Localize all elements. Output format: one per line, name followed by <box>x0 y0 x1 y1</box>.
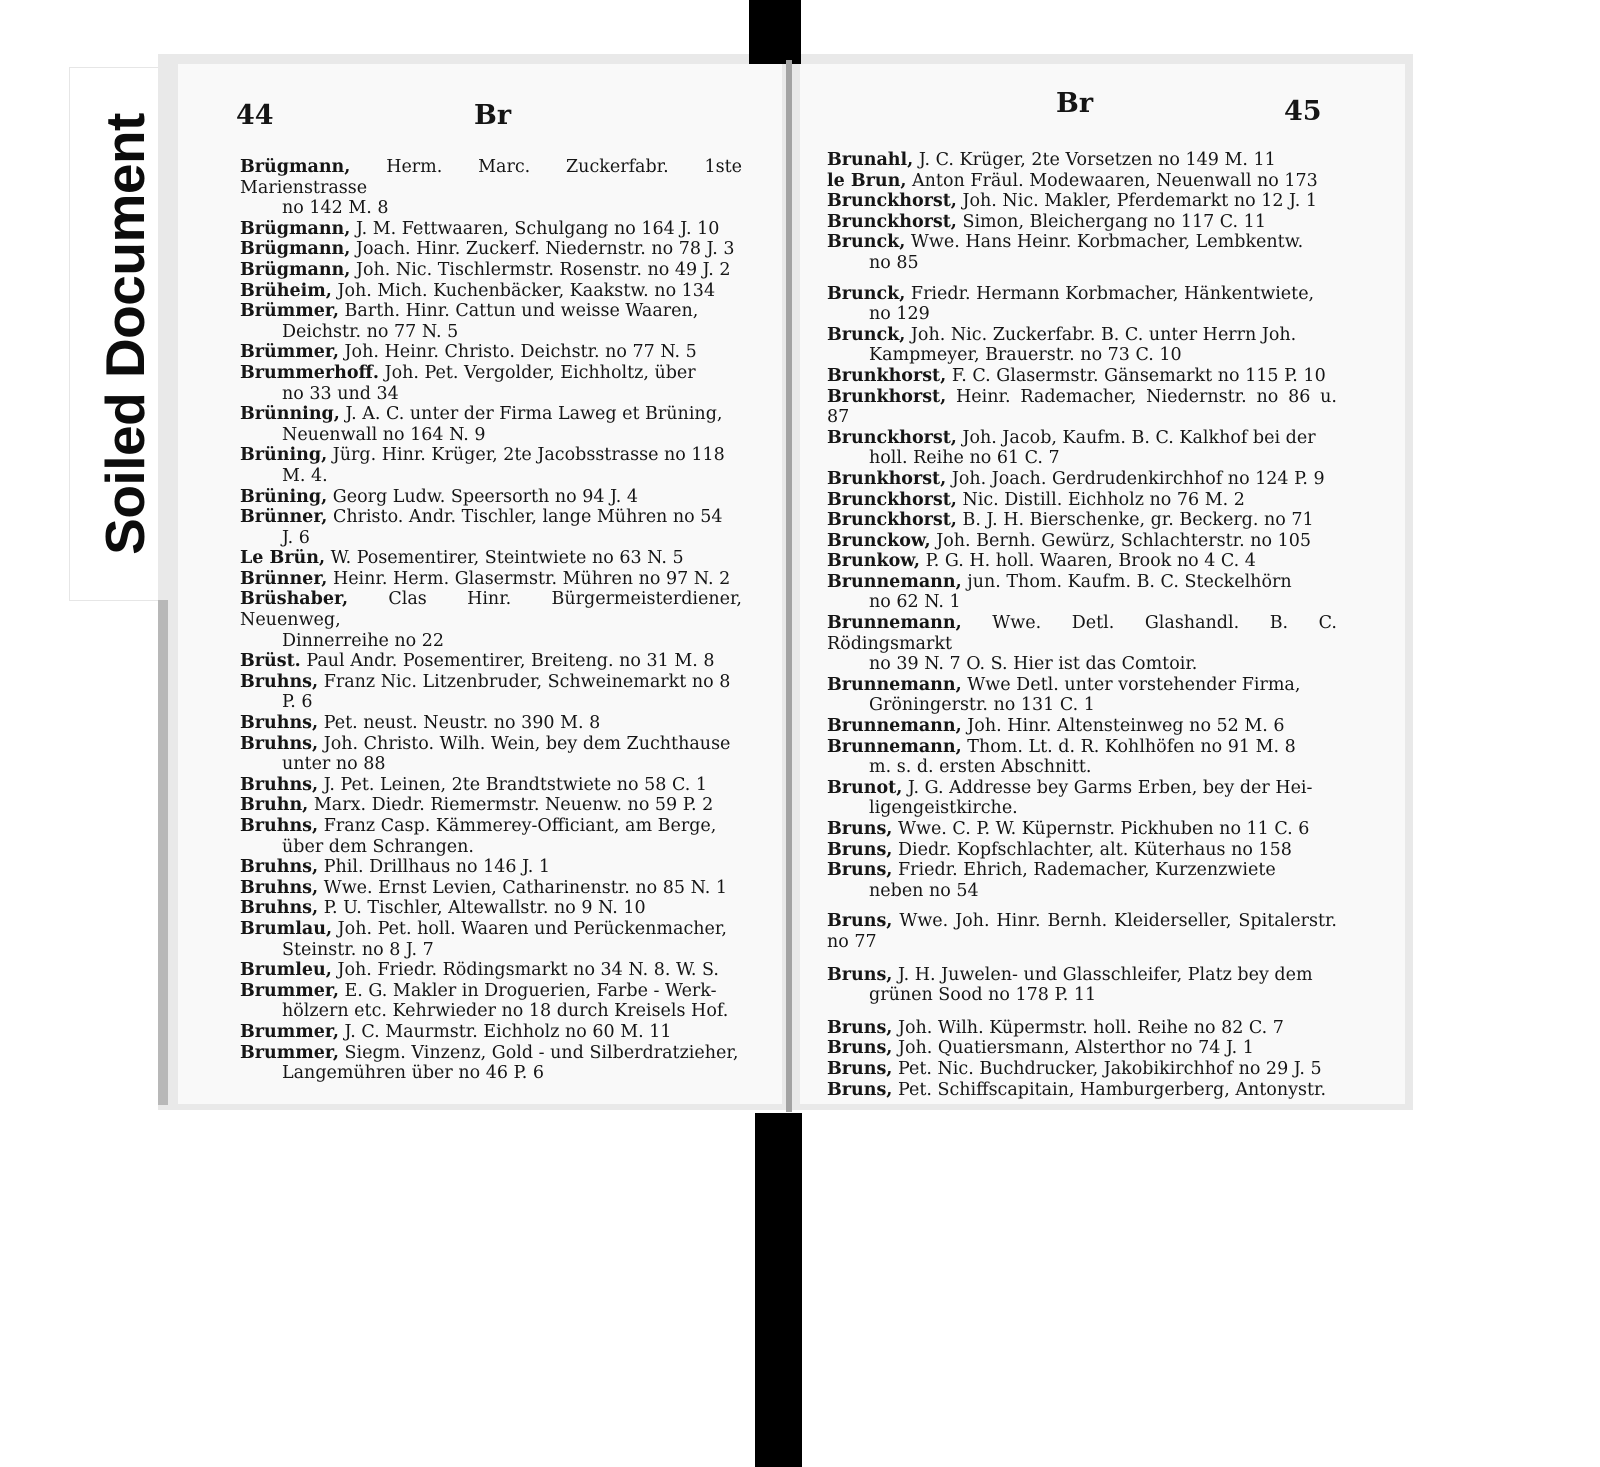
entry-details: Joh. Joach. Gerdrudenkirchhof no 124 P. 9 <box>951 468 1325 489</box>
entry-name: Bruns, <box>827 1038 893 1059</box>
entry-continuation: P. 6 <box>282 692 313 713</box>
entry-name: Brunot, <box>827 777 903 798</box>
entry-details: Joh. Hinr. Altensteinweg no 52 M. 6 <box>967 716 1285 737</box>
directory-entry <box>827 1038 1337 1059</box>
entry-continuation: Kampmeyer, Brauerstr. no 73 C. 10 <box>869 345 1182 366</box>
entry-details: Joh. Mich. Kuchenbäcker, Kaakstw. no 134 <box>337 280 716 301</box>
directory-entry <box>240 301 742 342</box>
directory-entry <box>240 878 742 899</box>
entry-name: Bruhns, <box>240 733 319 754</box>
directory-entry <box>240 445 742 486</box>
directory-entry <box>240 672 742 713</box>
right-entries-list <box>827 150 1337 1100</box>
directory-entry <box>240 713 742 734</box>
entry-name: Brüheim, <box>240 280 332 301</box>
entry-name: Brunkhorst, <box>827 468 947 489</box>
directory-entry <box>240 857 742 878</box>
entry-name: Brummerhoff. <box>240 362 379 383</box>
entry-details: Thom. Lt. d. R. Kohlhöfen no 91 M. 8 <box>967 736 1296 757</box>
left-entries-list <box>240 157 742 1084</box>
entry-continuation: Langemühren über no 46 P. 6 <box>282 1063 545 1084</box>
directory-entry <box>827 572 1337 613</box>
entry-continuation: Neuenwall no 164 N. 9 <box>282 424 486 445</box>
entry-details: Wwe. Ernst Levien, Catharinenstr. no 85 N. 1 <box>323 877 728 898</box>
directory-entry <box>240 281 742 302</box>
entry-name: Bruhn, <box>240 795 309 816</box>
entry-details: Joh. Pet. Vergolder, Eichholtz, über <box>384 362 696 383</box>
entry-continuation: hölzern etc. Kehrwieder no 18 durch Kreisels Hof. <box>282 1001 729 1022</box>
entry-name: Brüst. <box>240 651 301 672</box>
entry-details: Wwe. Detl. Glashandl. B. C. Rödingsmarkt <box>827 613 1337 654</box>
entry-details: Barth. Hinr. Cattun und weisse Waaren, <box>344 301 699 322</box>
entry-name: Brügmann, <box>240 218 351 239</box>
entry-details: Pet. Nic. Buchdrucker, Jakobikirchhof no 29 J. 5 <box>897 1058 1322 1079</box>
directory-entry <box>240 651 742 672</box>
entry-details: J. G. Addresse bey Garms Erben, bey der Hei- <box>907 777 1313 798</box>
entry-details: Paul Andr. Posementirer, Breiteng. no 31 M. 8 <box>306 651 715 672</box>
entry-details: F. C. Glasermstr. Gänsemarkt no 115 P. 10 <box>951 365 1326 386</box>
entry-name: Brunckhorst, <box>827 510 957 531</box>
entry-name: Brunkow, <box>827 551 920 572</box>
entry-name: Bruhns, <box>240 877 319 898</box>
entry-details: Joh. Nic. Tischlermstr. Rosenstr. no 49 J. 2 <box>355 259 731 280</box>
entry-name: Bruhns, <box>240 898 319 919</box>
entry-details: P. U. Tischler, Altewallstr. no 9 N. 10 <box>323 898 646 919</box>
entry-details: Jürg. Hinr. Krüger, 2te Jacobsstrasse no 118 <box>332 445 725 466</box>
directory-entry <box>827 150 1337 171</box>
directory-entry <box>240 507 742 548</box>
directory-entry <box>827 965 1337 1006</box>
entry-details: Herm. Marc. Zuckerfabr. 1ste Marienstrasse <box>240 157 742 198</box>
entry-name: Brünner, <box>240 507 328 528</box>
directory-entry <box>240 157 742 219</box>
entry-continuation: no 33 und 34 <box>282 383 399 404</box>
entry-details: E. G. Makler in Droguerien, Farbe - Werk- <box>344 980 717 1001</box>
directory-entry <box>827 716 1337 737</box>
entry-name: Bruhns, <box>240 857 319 878</box>
entry-continuation: ligengeistkirche. <box>869 798 1018 819</box>
right-page-header: Br <box>1056 88 1094 119</box>
entry-name: Bruns, <box>827 1079 893 1100</box>
directory-entry <box>827 778 1337 819</box>
directory-entry <box>240 548 742 569</box>
entry-details: Joh. Quatiersmann, Alsterthor no 74 J. 1 <box>897 1038 1254 1059</box>
entry-name: Brüshaber, <box>240 589 349 610</box>
directory-entry <box>827 191 1337 212</box>
directory-entry <box>240 734 742 775</box>
entry-details: Marx. Diedr. Riemermstr. Neuenw. no 59 P. 2 <box>313 795 714 816</box>
entry-name: Brunckhorst, <box>827 489 957 510</box>
entry-details: Joh. Nic. Zuckerfabr. B. C. unter Herrn Joh. <box>910 324 1297 345</box>
directory-entry <box>827 232 1337 273</box>
entry-details: Wwe. Joh. Hinr. Bernh. Kleiderseller, Spitalerstr. no 77 <box>827 911 1337 952</box>
directory-entry <box>240 404 742 445</box>
entry-name: Brunnemann, <box>827 716 962 737</box>
directory-entry <box>240 260 742 281</box>
entry-continuation: no 62 N. 1 <box>869 592 961 613</box>
directory-entry <box>240 898 742 919</box>
directory-entry <box>827 551 1337 572</box>
left-page-number: 44 <box>236 100 274 131</box>
directory-entry <box>240 816 742 857</box>
entry-name: Brumlau, <box>240 918 333 939</box>
entry-name: Brunck, <box>827 283 906 304</box>
directory-entry <box>827 840 1337 861</box>
entry-name: Brummer, <box>240 1042 339 1063</box>
directory-entry <box>240 569 742 590</box>
directory-entry <box>240 589 742 651</box>
directory-entry <box>827 1059 1337 1080</box>
entry-name: Brumleu, <box>240 960 332 981</box>
entry-details: Franz Casp. Kämmerey-Officiant, am Berge, <box>323 816 717 836</box>
directory-entry <box>827 428 1337 469</box>
entry-name: Brügmann, <box>240 259 351 280</box>
entry-name: Brügmann, <box>240 157 351 177</box>
entry-continuation: Gröningerstr. no 131 C. 1 <box>869 695 1095 716</box>
entry-name: Brümmer, <box>240 301 339 322</box>
entry-details: Christo. Andr. Tischler, lange Mühren no 54 <box>332 507 723 528</box>
entry-continuation: Steinstr. no 8 J. 7 <box>282 939 434 960</box>
entry-details: Georg Ludw. Speersorth no 94 J. 4 <box>332 486 639 507</box>
right-page-number: 45 <box>1284 96 1322 127</box>
directory-entry <box>240 919 742 960</box>
entry-name: Bruns, <box>827 819 893 839</box>
entry-name: Brünner, <box>240 568 328 589</box>
entry-details: Joh. Bernh. Gewürz, Schlachterstr. no 105 <box>936 530 1311 551</box>
entry-name: Bruns, <box>827 911 893 932</box>
entry-continuation: no 39 N. 7 O. S. Hier ist das Comtoir. <box>869 654 1198 675</box>
directory-entry <box>827 675 1337 716</box>
page-edge <box>158 600 168 1105</box>
directory-entry <box>240 960 742 981</box>
entry-name: Brummer, <box>240 980 339 1001</box>
directory-entry <box>827 510 1337 531</box>
entry-name: Brunckhorst, <box>827 211 957 232</box>
directory-entry <box>240 1043 742 1084</box>
entry-continuation: grünen Sood no 178 P. 11 <box>869 985 1097 1006</box>
directory-entry <box>827 325 1337 366</box>
entry-name: Brunkhorst, <box>827 365 947 386</box>
entry-name: Bruhns, <box>240 816 319 836</box>
entry-continuation: neben no 54 <box>869 880 979 901</box>
entry-name: Bruhns, <box>240 713 319 734</box>
entry-details: P. G. H. holl. Waaren, Brook no 4 C. 4 <box>925 551 1256 572</box>
entry-name: Brunckow, <box>827 530 931 551</box>
entry-details: Joh. Wilh. Küpermstr. holl. Reihe no 82 C. 7 <box>897 1017 1284 1038</box>
entry-details: Pet. Schiffscapitain, Hamburgerberg, Antonystr. <box>897 1079 1327 1100</box>
entry-name: Brunckhorst, <box>827 191 957 212</box>
entry-continuation: J. 6 <box>282 527 310 548</box>
entry-details: Joh. Christo. Wilh. Wein, bey dem Zuchthause <box>323 733 731 754</box>
entry-name: Bruns, <box>827 1058 893 1079</box>
entry-name: Brunnemann, <box>827 613 962 634</box>
entry-name: Brunkhorst, <box>827 386 947 407</box>
entry-continuation: no 142 M. 8 <box>282 198 389 219</box>
entry-details: Friedr. Ehrich, Rademacher, Kurzenzwiete <box>897 860 1276 881</box>
book-gutter <box>786 60 792 1112</box>
entry-name: Bruhns, <box>240 774 319 795</box>
entry-name: Bruns, <box>827 1017 893 1038</box>
directory-entry <box>827 171 1337 192</box>
entry-details: J. C. Krüger, 2te Vorsetzen no 149 M. 11 <box>918 150 1276 170</box>
entry-continuation: no 85 <box>869 252 919 273</box>
entry-details: W. Posementirer, Steintwiete no 63 N. 5 <box>330 548 684 569</box>
entry-continuation: M. 4. <box>282 465 328 486</box>
entry-details: J. M. Fettwaaren, Schulgang no 164 J. 10 <box>355 218 720 239</box>
directory-entry <box>827 212 1337 233</box>
entry-details: Phil. Drillhaus no 146 J. 1 <box>323 857 551 878</box>
entry-details: Wwe. C. P. W. Küpernstr. Pickhuben no 11 C. 6 <box>897 819 1310 839</box>
entry-name: Brunahl, <box>827 150 914 170</box>
directory-entry <box>240 775 742 796</box>
entry-name: Brunckhorst, <box>827 427 957 448</box>
entry-details: Clas Hinr. Bürgermeisterdiener, Neuenweg, <box>240 589 742 631</box>
entry-name: Brümmer, <box>240 342 339 363</box>
entry-name: Brunnemann, <box>827 571 962 592</box>
entry-details: J. A. C. unter der Firma Laweg et Brüning, <box>345 404 723 425</box>
directory-entry <box>827 613 1337 675</box>
entry-name: Bruns, <box>827 860 893 881</box>
entry-details: Pet. neust. Neustr. no 390 M. 8 <box>323 713 601 734</box>
entry-details: Simon, Bleichergang no 117 C. 11 <box>962 211 1266 232</box>
entry-name: Brüning, <box>240 445 328 466</box>
directory-entry <box>827 366 1337 387</box>
entry-details: Joach. Hinr. Zuckerf. Niedernstr. no 78 J. 3 <box>355 239 735 260</box>
entry-continuation: holl. Reihe no 61 C. 7 <box>869 448 1060 469</box>
directory-entry <box>240 363 742 404</box>
entry-continuation: m. s. d. ersten Abschnitt. <box>869 757 1092 778</box>
entry-name: Le Brün, <box>240 548 326 569</box>
entry-name: Brüning, <box>240 486 328 507</box>
directory-entry <box>827 1080 1337 1101</box>
entry-details: Joh. Nic. Makler, Pferdemarkt no 12 J. 1 <box>962 191 1317 212</box>
directory-entry <box>240 342 742 363</box>
directory-entry <box>240 981 742 1022</box>
entry-continuation: über dem Schrangen. <box>282 836 474 857</box>
entry-details: J. H. Juwelen- und Glasschleifer, Platz bey dem <box>897 964 1313 985</box>
entry-details: J. C. Maurmstr. Eichholz no 60 M. 11 <box>344 1021 672 1042</box>
directory-entry <box>827 911 1337 952</box>
entry-details: B. J. H. Bierschenke, gr. Beckerg. no 71 <box>962 510 1314 531</box>
directory-entry <box>240 795 742 816</box>
spine-shadow-bottom <box>755 1113 802 1467</box>
directory-entry <box>827 284 1337 325</box>
directory-entry <box>827 737 1337 778</box>
entry-details: Joh. Heinr. Christo. Deichstr. no 77 N. 5 <box>344 342 697 363</box>
entry-details: jun. Thom. Kaufm. B. C. Steckelhörn <box>967 571 1292 592</box>
entry-name: Brunck, <box>827 232 906 253</box>
entry-name: Brunnemann, <box>827 736 962 757</box>
entry-continuation: Dinnerreihe no 22 <box>282 630 445 651</box>
entry-name: Brunck, <box>827 324 906 345</box>
entry-details: Siegm. Vinzenz, Gold - und Silberdratzieher, <box>344 1042 739 1063</box>
entry-details: Diedr. Kopfschlachter, alt. Küterhaus no 158 <box>897 839 1292 860</box>
directory-entry <box>827 387 1337 428</box>
directory-entry <box>240 219 742 240</box>
entry-name: Bruns, <box>827 964 893 985</box>
entry-details: Friedr. Hermann Korbmacher, Hänkentwiete, <box>910 283 1315 304</box>
entry-name: Brügmann, <box>240 239 351 260</box>
entry-continuation: Deichstr. no 77 N. 5 <box>282 321 459 342</box>
directory-entry <box>827 860 1337 901</box>
entry-details: Nic. Distill. Eichholz no 76 M. 2 <box>962 489 1245 510</box>
spine-shadow-top <box>749 0 801 64</box>
entry-details: Wwe. Hans Heinr. Korbmacher, Lembkentw. <box>910 232 1304 253</box>
tag-label: Soiled Document <box>94 113 156 555</box>
left-page-header: Br <box>474 100 512 131</box>
entry-name: Bruhns, <box>240 671 319 692</box>
entry-details: Joh. Friedr. Rödingsmarkt no 34 N. 8. W. S. <box>337 960 719 981</box>
directory-entry <box>827 531 1337 552</box>
entry-continuation: no 129 <box>869 304 930 325</box>
directory-entry <box>240 487 742 508</box>
entry-name: Brunnemann, <box>827 674 962 695</box>
entry-name: Brummer, <box>240 1021 339 1042</box>
directory-entry <box>827 469 1337 490</box>
directory-entry <box>240 239 742 260</box>
entry-name: Brünning, <box>240 404 340 425</box>
directory-entry <box>240 1022 742 1043</box>
entry-details: Wwe Detl. unter vorstehender Firma, <box>967 674 1301 695</box>
directory-entry <box>827 490 1337 511</box>
entry-details: J. Pet. Leinen, 2te Brandtstwiete no 58 C. 1 <box>323 774 707 795</box>
entry-details: Joh. Pet. holl. Waaren und Perückenmacher, <box>337 918 727 939</box>
directory-entry <box>827 1018 1337 1039</box>
entry-details: Franz Nic. Litzenbruder, Schweinemarkt no 8 <box>323 671 731 692</box>
entry-name: le Brun, <box>827 170 907 191</box>
entry-continuation: unter no 88 <box>282 754 386 775</box>
entry-details: Heinr. Rademacher, Niedernstr. no 86 u. 87 <box>827 386 1337 428</box>
entry-details: Heinr. Herm. Glasermstr. Mühren no 97 N. 2 <box>332 568 731 589</box>
entry-details: Anton Fräul. Modewaaren, Neuenwall no 173 <box>912 170 1318 191</box>
entry-details: Joh. Jacob, Kaufm. B. C. Kalkhof bei der <box>962 427 1316 448</box>
entry-name: Bruns, <box>827 839 893 860</box>
directory-entry <box>827 819 1337 840</box>
